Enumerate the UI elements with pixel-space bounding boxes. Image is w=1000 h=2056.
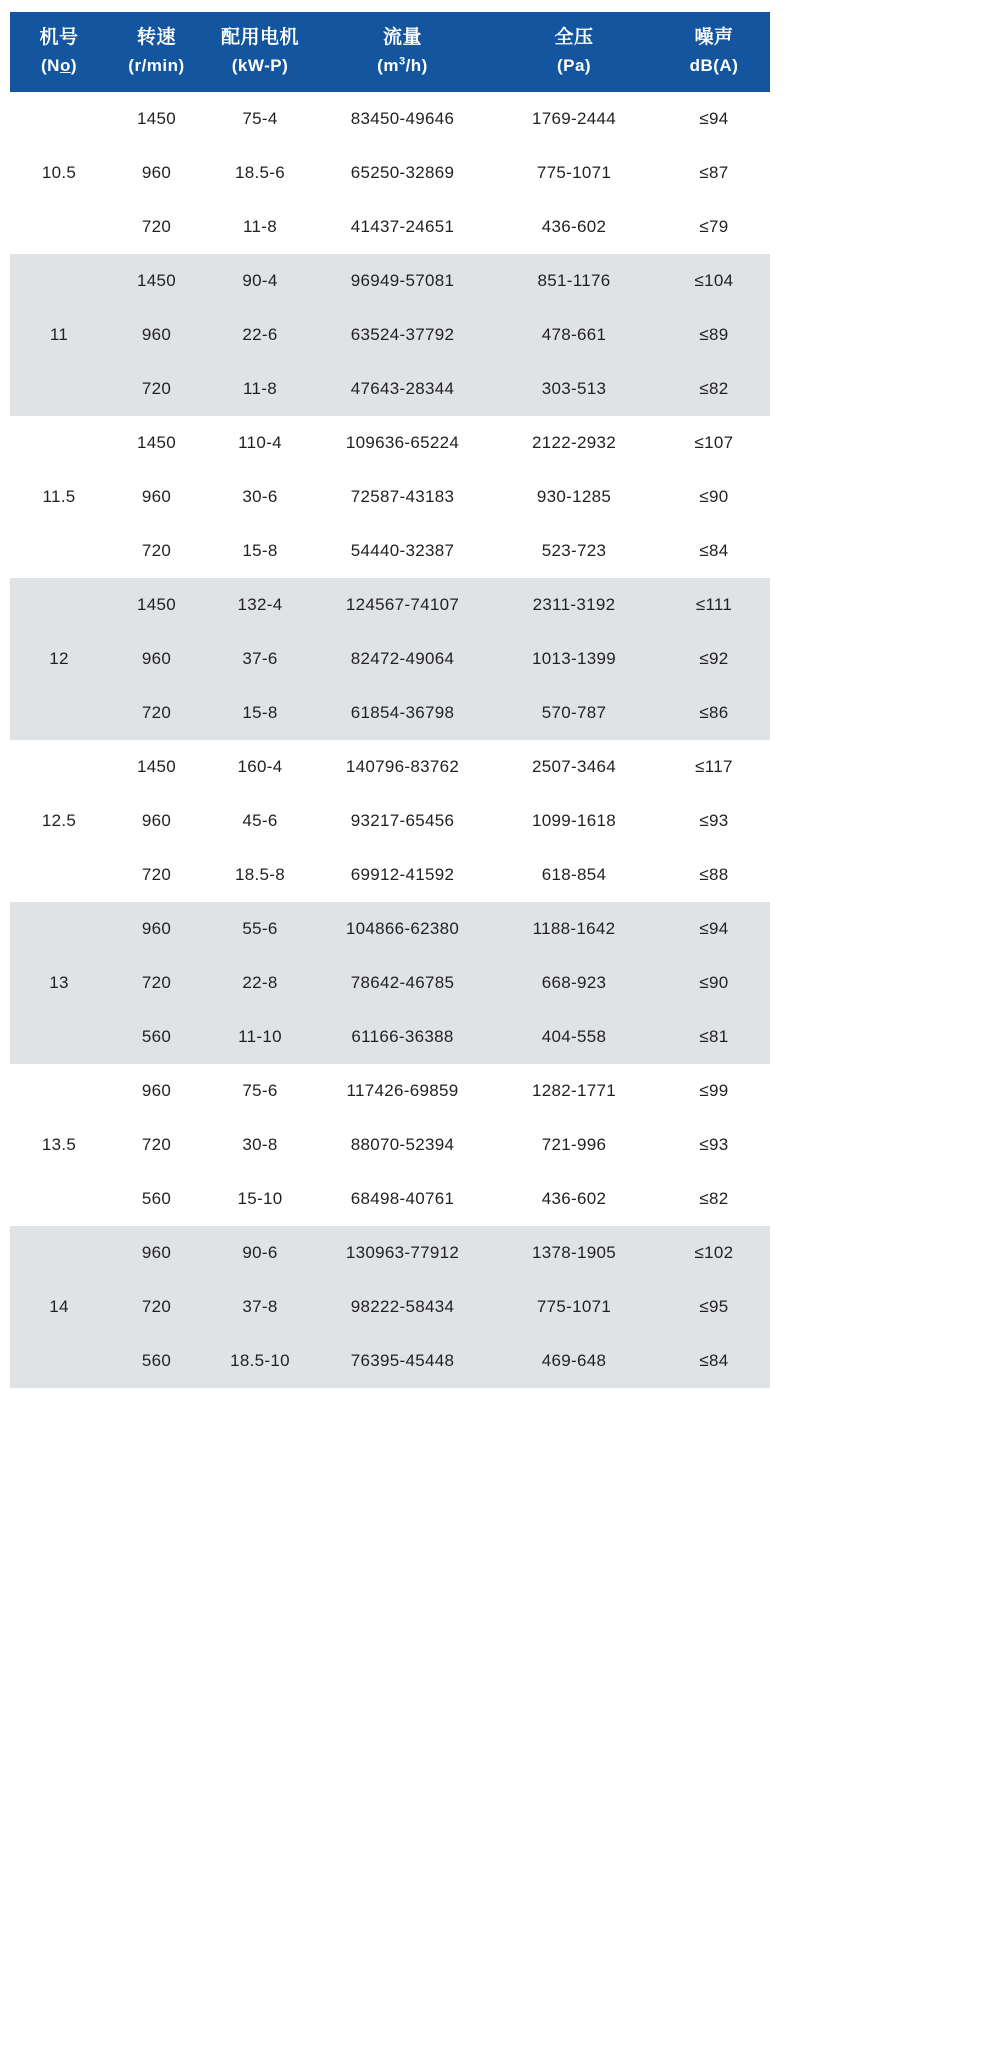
cell-model: 14 xyxy=(10,1226,108,1388)
cell-pressure: 404-558 xyxy=(490,1010,658,1064)
column-header-flow-unit: $(m^3/h)$ xyxy=(377,54,428,75)
cell-speed: 960 xyxy=(108,308,205,362)
table-row xyxy=(10,308,770,362)
cell-speed: 1450 xyxy=(108,254,205,308)
cell-motor: 30-8 xyxy=(242,1135,278,1155)
cell-flow: 63524-37792 xyxy=(315,308,490,362)
cell-pressure: 478-661 xyxy=(490,308,658,362)
cell-noise: ≤107 xyxy=(694,433,734,453)
column-header-motor xyxy=(205,12,315,92)
cell-flow: 69912-41592 xyxy=(350,865,455,885)
cell-noise: ≤89 xyxy=(658,308,770,362)
cell-pressure: 721-996 xyxy=(541,1135,607,1155)
cell-model: 10.5 xyxy=(41,163,77,183)
cell-motor: 55-6 xyxy=(205,902,315,956)
cell-model: 13 xyxy=(10,902,108,1064)
cell-motor: 30-6 xyxy=(242,487,278,507)
table-row xyxy=(10,524,770,578)
cell-speed: 960 xyxy=(141,163,172,183)
cell-pressure: 436-602 xyxy=(541,217,607,237)
column-header-pressure xyxy=(490,12,658,92)
cell-flow: 83450-49646 xyxy=(350,109,455,129)
column-header-noise-title: 噪声 xyxy=(694,27,734,48)
cell-flow: 82472-49064 xyxy=(315,632,490,686)
cell-flow: 54440-32387 xyxy=(350,541,455,561)
cell-model: 13.5 xyxy=(41,1135,77,1155)
cell-flow: 61854-36798 xyxy=(315,686,490,740)
column-header-flow-title: 流量 xyxy=(382,27,422,48)
column-header-noise-unit: dB(A) xyxy=(689,55,739,75)
cell-pressure: 1099-1618 xyxy=(532,811,616,831)
column-header-motor-title: 配用电机 xyxy=(220,27,299,48)
cell-flow: 47643-28344 xyxy=(315,362,490,416)
cell-flow: 41437-24651 xyxy=(350,217,455,237)
cell-flow: 124567-74107 xyxy=(315,578,490,632)
cell-motor: 15-8 xyxy=(205,686,315,740)
cell-speed: 720 xyxy=(141,541,172,561)
cell-speed: 560 xyxy=(108,1334,205,1388)
cell-pressure: 1188-1642 xyxy=(490,902,658,956)
cell-motor: 90-4 xyxy=(205,254,315,308)
table-row xyxy=(10,578,770,632)
cell-noise: ≤104 xyxy=(658,254,770,308)
column-header-pressure-title: 全压 xyxy=(554,27,594,48)
column-header-motor-unit: (kW-P) xyxy=(231,55,289,75)
cell-pressure: 303-513 xyxy=(490,362,658,416)
cell-speed: 1450 xyxy=(108,578,205,632)
cell-pressure: 1378-1905 xyxy=(490,1226,658,1280)
cell-speed: 960 xyxy=(108,1226,205,1280)
cell-speed: 560 xyxy=(108,1010,205,1064)
table-row xyxy=(10,1064,770,1118)
cell-model: 12.5 xyxy=(41,811,77,831)
column-header-model xyxy=(10,12,108,92)
cell-motor: 45-6 xyxy=(242,811,278,831)
cell-flow: 93217-65456 xyxy=(350,811,455,831)
cell-speed: 720 xyxy=(108,362,205,416)
cell-speed: 960 xyxy=(108,902,205,956)
cell-pressure: 775-1071 xyxy=(536,163,612,183)
cell-noise: ≤84 xyxy=(699,541,729,561)
cell-speed: 560 xyxy=(141,1189,172,1209)
cell-flow: 72587-43183 xyxy=(350,487,455,507)
cell-motor: 18.5-6 xyxy=(234,163,285,183)
cell-flow: 61166-36388 xyxy=(315,1010,490,1064)
cell-noise: ≤94 xyxy=(658,902,770,956)
column-header-model-unit: (No) xyxy=(40,55,77,75)
cell-pressure: 2122-2932 xyxy=(532,433,616,453)
cell-motor: 37-8 xyxy=(205,1280,315,1334)
cell-pressure: 570-787 xyxy=(490,686,658,740)
cell-speed: 960 xyxy=(141,811,172,831)
cell-flow: 140796-83762 xyxy=(345,757,460,777)
cell-flow: 104866-62380 xyxy=(315,902,490,956)
table-row xyxy=(10,1334,770,1388)
cell-noise: ≤93 xyxy=(699,1135,729,1155)
table-row xyxy=(10,1010,770,1064)
cell-flow: 117426-69859 xyxy=(346,1081,459,1101)
cell-motor: 90-6 xyxy=(205,1226,315,1280)
table-row xyxy=(10,416,770,470)
cell-flow: 98222-58434 xyxy=(315,1280,490,1334)
cell-noise: ≤102 xyxy=(658,1226,770,1280)
cell-noise: ≤82 xyxy=(658,362,770,416)
cell-motor: 22-6 xyxy=(205,308,315,362)
cell-speed: 720 xyxy=(108,686,205,740)
table-row xyxy=(10,632,770,686)
cell-model: 11.5 xyxy=(42,487,76,507)
cell-speed: 1450 xyxy=(136,757,177,777)
cell-motor: 15-10 xyxy=(237,1189,283,1209)
cell-pressure: 618-854 xyxy=(541,865,607,885)
cell-motor: 15-8 xyxy=(242,541,278,561)
table-row xyxy=(10,956,770,1010)
cell-speed: 720 xyxy=(108,956,205,1010)
cell-pressure: 2311-3192 xyxy=(490,578,658,632)
cell-motor: 110-4 xyxy=(238,433,282,453)
cell-motor: 11-8 xyxy=(243,217,277,237)
cell-model: 12 xyxy=(10,578,108,740)
cell-flow: 68498-40761 xyxy=(350,1189,455,1209)
cell-noise: ≤90 xyxy=(658,956,770,1010)
cell-motor: 75-6 xyxy=(242,1081,278,1101)
cell-speed: 720 xyxy=(141,865,172,885)
cell-speed: 1450 xyxy=(136,433,177,453)
cell-pressure: 436-602 xyxy=(541,1189,607,1209)
cell-speed: 1450 xyxy=(136,109,177,129)
cell-pressure: 523-723 xyxy=(541,541,607,561)
cell-pressure: 1013-1399 xyxy=(490,632,658,686)
cell-speed: 960 xyxy=(141,487,172,507)
cell-flow: 88070-52394 xyxy=(350,1135,455,1155)
table-row xyxy=(10,740,770,794)
cell-noise: ≤93 xyxy=(699,811,729,831)
cell-noise: ≤95 xyxy=(658,1280,770,1334)
cell-speed: 720 xyxy=(108,1280,205,1334)
cell-speed: 720 xyxy=(141,217,172,237)
table-body xyxy=(10,92,770,1388)
cell-flow: 130963-77912 xyxy=(315,1226,490,1280)
column-header-speed-unit: (r/min) xyxy=(128,55,185,75)
table-row xyxy=(10,902,770,956)
cell-motor: 11-10 xyxy=(205,1010,315,1064)
column-header-speed-title: 转速 xyxy=(136,27,176,48)
table-row xyxy=(10,1118,770,1172)
cell-noise: ≤88 xyxy=(699,865,729,885)
table-row xyxy=(10,362,770,416)
table-row xyxy=(10,200,770,254)
cell-speed: 960 xyxy=(108,632,205,686)
cell-noise: ≤99 xyxy=(699,1081,729,1101)
cell-speed: 720 xyxy=(141,1135,172,1155)
cell-pressure: 2507-3464 xyxy=(532,757,616,777)
column-header-pressure-unit: (Pa) xyxy=(556,55,592,75)
cell-noise: ≤111 xyxy=(658,578,770,632)
cell-noise: ≤90 xyxy=(699,487,729,507)
cell-flow: 76395-45448 xyxy=(315,1334,490,1388)
cell-pressure: 469-648 xyxy=(490,1334,658,1388)
cell-noise: ≤92 xyxy=(658,632,770,686)
table-header-row xyxy=(10,12,770,92)
table-row xyxy=(10,1172,770,1226)
cell-motor: 18.5-8 xyxy=(234,865,285,885)
cell-pressure: 1282-1771 xyxy=(532,1081,616,1101)
column-header-flow xyxy=(315,12,490,92)
cell-flow: 96949-57081 xyxy=(315,254,490,308)
table-row xyxy=(10,794,770,848)
table-row xyxy=(10,686,770,740)
table-row xyxy=(10,146,770,200)
cell-pressure: 668-923 xyxy=(490,956,658,1010)
cell-motor: 11-8 xyxy=(205,362,315,416)
cell-noise: ≤94 xyxy=(699,109,729,129)
cell-model: 11 xyxy=(10,254,108,416)
table-header xyxy=(10,12,770,92)
cell-motor: 132-4 xyxy=(205,578,315,632)
cell-noise: ≤82 xyxy=(699,1189,729,1209)
cell-flow: 65250-32869 xyxy=(350,163,455,183)
cell-motor: 18.5-10 xyxy=(205,1334,315,1388)
column-header-model-title: 机号 xyxy=(39,27,79,48)
cell-motor: 37-6 xyxy=(205,632,315,686)
table-row xyxy=(10,254,770,308)
cell-noise: ≤117 xyxy=(695,757,733,777)
column-header-noise xyxy=(658,12,770,92)
cell-noise: ≤86 xyxy=(658,686,770,740)
table-row xyxy=(10,1226,770,1280)
cell-noise: ≤79 xyxy=(699,217,729,237)
cell-noise: ≤87 xyxy=(699,163,729,183)
cell-pressure: 775-1071 xyxy=(490,1280,658,1334)
cell-pressure: 851-1176 xyxy=(490,254,658,308)
fan-specification-table xyxy=(10,12,770,1388)
cell-pressure: 1769-2444 xyxy=(532,109,616,129)
column-header-speed xyxy=(108,12,205,92)
cell-noise: ≤84 xyxy=(658,1334,770,1388)
table-row xyxy=(10,92,770,146)
cell-motor: 22-8 xyxy=(205,956,315,1010)
cell-speed: 960 xyxy=(141,1081,172,1101)
table-row xyxy=(10,848,770,902)
cell-noise: ≤81 xyxy=(658,1010,770,1064)
cell-flow: 78642-46785 xyxy=(315,956,490,1010)
table-row xyxy=(10,1280,770,1334)
cell-motor: 75-4 xyxy=(242,109,278,129)
cell-motor: 160-4 xyxy=(237,757,283,777)
cell-pressure: 930-1285 xyxy=(536,487,612,507)
cell-flow: 109636-65224 xyxy=(345,433,460,453)
table-row xyxy=(10,470,770,524)
